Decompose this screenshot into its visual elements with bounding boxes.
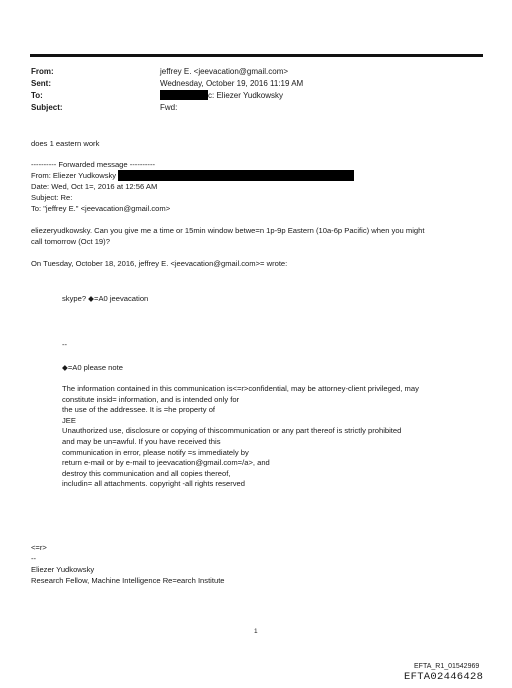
redaction-box-from bbox=[118, 170, 354, 181]
forward-from: From: Eliezer Yudkowsky bbox=[31, 171, 117, 180]
message-line-2: call tomorrow (Oct 19)? bbox=[31, 237, 110, 246]
forward-marker: ---------- Forwarded message ---------- bbox=[31, 160, 156, 169]
signature-title: Research Fellow, Machine Intelligence Re=earch Institute bbox=[31, 576, 225, 585]
from-value: jeffrey E. <jeevacation@gmail.com> bbox=[160, 67, 289, 76]
sent-value: Wednesday, October 19, 2016 11:19 AM bbox=[160, 79, 304, 88]
to-value: c: Eliezer Yudkowsky bbox=[208, 91, 283, 100]
message-line-1: eliezeryudkowsky. Can you give me a time or 15min window betwe=n 1p-9p Eastern (10a-6p Pacific) when you might bbox=[31, 226, 425, 235]
page-number: 1 bbox=[254, 628, 258, 635]
disclaimer-line: destroy this communication and all copies thereof, bbox=[62, 468, 231, 478]
forward-to: To: "jeffrey E." <jeevacation@gmail.com> bbox=[31, 204, 171, 213]
from-label: From: bbox=[31, 67, 54, 76]
quote-intro: On Tuesday, October 18, 2016, jeffrey E. <jeevacation@gmail.com>= wrote: bbox=[31, 259, 288, 268]
disclaimer-line: includin= all attachments. copyright -all rights reserved bbox=[62, 479, 245, 489]
disclaimer-line: the use of the addressee. It is =he property of bbox=[62, 405, 216, 415]
br-tag: <=r> bbox=[31, 543, 47, 552]
header-rule bbox=[30, 54, 483, 57]
disclaimer-line: Unauthorized use, disclosure or copying of thiscommunication or any part thereof is strictly prohibited bbox=[62, 426, 402, 436]
disclaimer-line: communication in error, please notify =s immediately by bbox=[62, 447, 249, 457]
sent-label: Sent: bbox=[31, 79, 51, 88]
separator-dashes: -- bbox=[62, 340, 68, 349]
disclaimer-line: The information contained in this communication is<=r>confidential, may be attorney-client privileged, may bbox=[62, 384, 419, 393]
forward-subject: Subject: Re: bbox=[31, 193, 73, 202]
redaction-box-to bbox=[160, 90, 208, 100]
disclaimer-line: return e-mail or by e-mail to jeevacation@gmail.com=/a>, and bbox=[62, 458, 270, 468]
body-line-1: does 1 eastern work bbox=[31, 139, 100, 148]
disclaimer-line: constitute insid= information, and is intended only for bbox=[62, 394, 240, 404]
skype-line: skype? ◆=A0 jeevacation bbox=[62, 294, 149, 303]
footer-ref-small: EFTA_R1_01542969 bbox=[414, 663, 480, 670]
disclaimer-line: JEE bbox=[62, 415, 76, 425]
forward-date: Date: Wed, Oct 1=, 2016 at 12:56 AM bbox=[31, 182, 158, 191]
footer-ref-big: EFTA02446428 bbox=[404, 671, 484, 683]
note-line: ◆=A0 please note bbox=[62, 363, 123, 372]
signature-dashes: -- bbox=[31, 554, 37, 563]
signature-name: Eliezer Yudkowsky bbox=[31, 565, 95, 574]
disclaimer-line: and may be un=awful. If you have received this bbox=[62, 437, 221, 446]
subject-label: Subject: bbox=[31, 103, 63, 112]
to-label: To: bbox=[31, 91, 43, 100]
subject-value: Fwd: bbox=[160, 103, 178, 112]
